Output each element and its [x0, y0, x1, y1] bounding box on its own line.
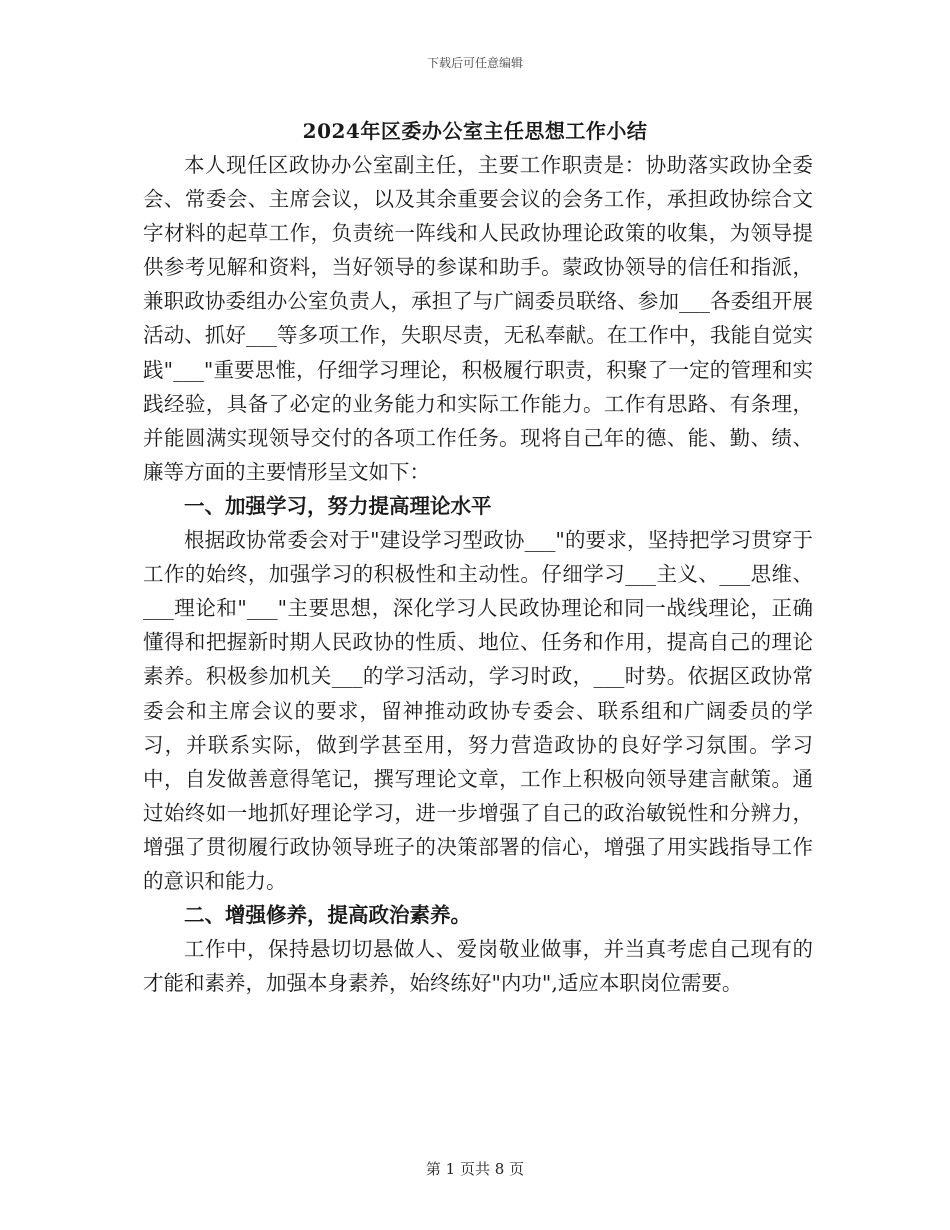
document-title: 2024年区委办公室主任思想工作小结: [302, 119, 648, 143]
section-2-paragraph: 工作中，保持悬切切悬做人、爱岗敬业做事，并当真考虑自己现有的才能和素养，加强本身素养，始终练好"内功",适应本职岗位需要。: [143, 937, 813, 996]
section-1-heading: 一、加强学习，努力提高理论水平: [184, 493, 492, 518]
intro-paragraph: 本人现任区政协办公室副主任，主要工作职责是：协助落实政协全委会、常委会、主席会议，以及其余重要会议的会务工作，承担政协综合文字材料的起草工作，负责统一阵线和人民政协理论政策的收集，为领导提供参考见解和资料，当好领导的参谋和助手。蒙政协领导的信任和指派，兼职政协委组办公室负责人，承担了与广阔委员联络、参加___各委组开展活动、抓好___等多项工作，失职尽责，无私奉献。在工作中，我能自觉实践"___"重要思惟，仔细学习理论，积极履行职责，积聚了一定的管理和实践经验，具备了必定的业务能力和实际工作能力。工作有思路、有条理，并能圆满实现领导交付的各项工作任务。现将自己年的德、能、勤、绩、廉等方面的主要情形呈文如下：: [143, 153, 813, 484]
section-2-heading: 二、增强修养，提高政治素养。: [184, 903, 471, 928]
section-1-paragraph: 根据政协常委会对于"建设学习型政协___"的要求，坚持把学习贯穿于工作的始终，加强学习的积极性和主动性。仔细学习___主义、___思维、___理论和"___"主要思想，深化学习人民政协理论和同一战线理论，正确懂得和把握新时期人民政协的性质、地位、任务和作用，提高自己的理论素养。积极参加机关___的学习活动，学习时政，___时势。依据区政协常委会和主席会议的要求，留神推动政协专委会、联系组和广阔委员的学习，并联系实际，做到学甚至用，努力营造政协的良好学习氛围。学习中，自发做善意得笔记，撰写理论文章，工作上积极向领导建言献策。通过始终如一地抓好理论学习，进一步增强了自己的政治敏锐性和分辨力，增强了贯彻履行政协领导班子的决策部署的信心，增强了用实践指导工作的意识和能力。: [143, 528, 813, 893]
page-header: 下载后可任意编辑: [426, 56, 523, 70]
document-body: [143, 148, 813, 1000]
page-footer: 第 1 页共 8 页: [425, 1160, 525, 1178]
